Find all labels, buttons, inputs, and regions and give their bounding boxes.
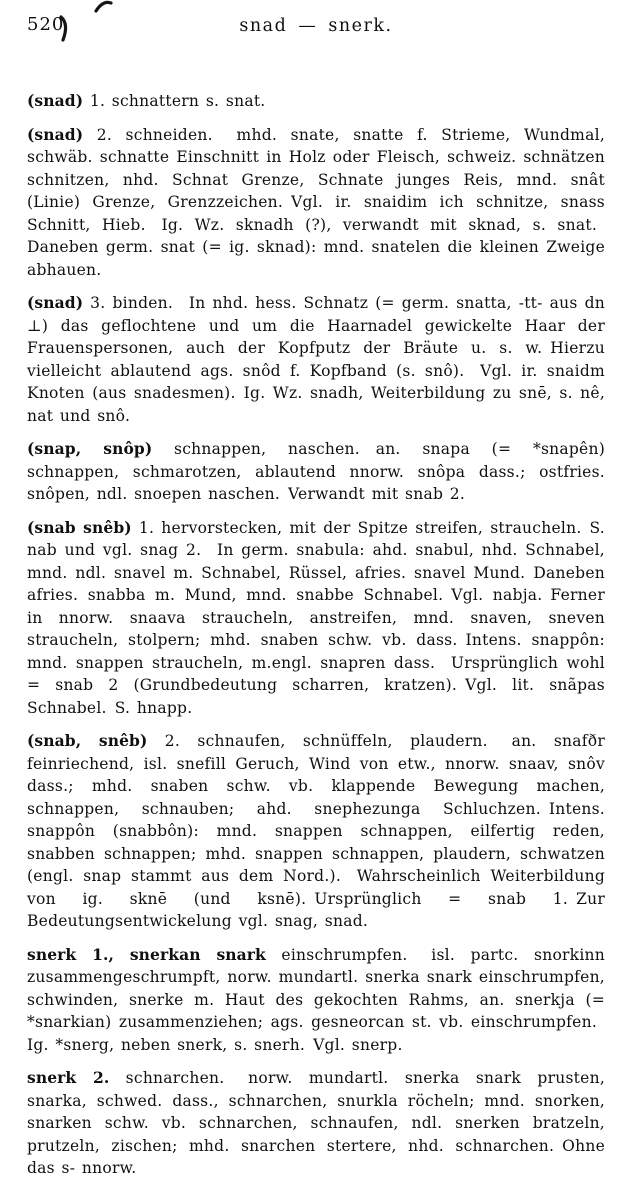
dictionary-entry-snad-1 <box>27 90 605 113</box>
running-head: snad — snerk. <box>239 16 393 36</box>
entry-headword: (snad) <box>27 293 84 312</box>
dictionary-entry-snad-3 <box>27 292 605 427</box>
entry-body: 2. schneiden. mhd. snate, snatte f. Strieme, Wundmal, schwäb. schnatte Einschnitt in Holz oder Fleisch, schweiz. schnätzen schnitzen, nhd. Schnat Grenze, Schnate junges Reis, mnd. snât (Linie) Grenze, Grenzzeichen. Vgl. ir. snaidim ich schnitze, snass Schnitt, Hieb. Ig. Wz. sknadh (?), verwandt mit sknad, s. snat. Daneben germ. snat (= ig. sknad): mnd. snatelen die kleinen Zweige abhauen. <box>27 125 605 279</box>
entry-headword: snerk 2. <box>27 1068 110 1087</box>
entry-body: 2. schnaufen, schnüffeln, plaudern. an. snafðr feinriechend, isl. snefill Geruch, Wind von etw., nnorw. snaav, snôv dass.; mhd. snaben schw. vb. klappende Bewegung machen, schnappen, schnauben; ahd. snephezunga Schluchzen. Intens. snappôn (snabbôn): mnd. snappen schnappen, eilfertig reden, snabben schnappen; mhd. snappen schnappen, plaudern, schwatzen (engl. snap stammt aus dem Nord.). Wahrscheinlich Weiterbildung von ig. sknē (und ksnē). Ursprünglich = snab 1. Zur Bedeutungsentwickelung vgl. snag, snad. <box>27 732 605 930</box>
dictionary-entry-snerk-1 <box>27 944 605 1057</box>
page-number: 520 <box>27 14 65 35</box>
entry-body: schnappen, naschen. an. snapa (= *snapên) schnappen, schmarotzen, ablautend nnorw. snôpa dass.; ostfries. snôpen, ndl. snoepen naschen. Verwandt mit snab 2. <box>27 440 605 503</box>
dictionary-entry-snab-sneb-2 <box>27 730 605 933</box>
entry-body: 1. schnattern s. snat. <box>83 92 266 110</box>
entry-headword: (snab, snêb) <box>27 731 148 750</box>
entry-list <box>27 90 605 1180</box>
entry-body: schnarchen. norw. mundartl. snerka snark prusten, snarka, schwed. dass., schnarchen, snurkla röcheln; mnd. snorken, snarken schw. vb. schnarchen, schnaufen, ndl. snerken bratzeln, prutzeln, zischen; mhd. snarchen stertere, nhd. schnarchen. Ohne das s- nnorw. <box>27 1069 605 1177</box>
dictionary-entry-snap-snop <box>27 438 605 506</box>
dictionary-entry-snerk-2 <box>27 1067 605 1180</box>
entry-headword: (snap, snôp) <box>27 439 153 458</box>
entry-body: 3. binden. In nhd. hess. Schnatz (= germ. snatta, -tt- aus dn ⊥) das geflochtene und um die Haarnadel gewickelte Haar der Frauenspersonen, auch der Kopfputz der Bräute u. s. w. Hierzu vielleicht ablautend ags. snôd f. Kopfband (s. snô). Vgl. ir. snaidm Knoten (aus snadesmen). Ig. Wz. snadh, Weiterbildung zu snē, s. nê, nat und snô. <box>27 294 605 425</box>
entry-headword: (snad) <box>27 124 84 144</box>
dictionary-entry-snad-2 <box>27 124 605 282</box>
entry-headword: (snab snêb) <box>27 517 132 537</box>
page-header <box>27 14 605 44</box>
dictionary-page <box>27 14 605 1191</box>
dictionary-entry-snab-sneb-1 <box>27 517 605 720</box>
entry-headword: (snad) <box>27 91 84 110</box>
entry-body: 1. hervorstecken, mit der Spitze streifen, straucheln. S. nab und vgl. snag 2. In germ. snabula: ahd. snabul, nhd. Schnabel, mnd. ndl. snavel m. Schnabel, Rüssel, afries. snavel Mund. Daneben afries. snabba m. Mund, mnd. snabbe Schnabel. Vgl. nabja. Ferner in nnorw. snaava straucheln, anstreifen, mnd. snaven, sneven straucheln, stolpern; mhd. snaben schw. vb. dass. Intens. snappôn: mnd. snappen straucheln, m.engl. snapren dass. Ursprünglich wohl = snab 2 (Grundbedeutung scharren, kratzen). Vgl. lit. snãpas Schnabel. S. hnapp. <box>27 518 605 717</box>
entry-body: einschrumpfen. isl. partc. snorkinn zusammengeschrumpft, norw. mundartl. snerka snark einschrumpfen, schwinden, snerke m. Haut des gekochten Rahms, an. snerkja (= *snarkian) zusammenziehen; ags. gesneorcan st. vb. einschrumpfen. Ig. *snerg, neben snerk, s. snerh. Vgl. snerp. <box>27 945 605 1054</box>
entry-headword: snerk 1., snerkan snark <box>27 944 266 964</box>
